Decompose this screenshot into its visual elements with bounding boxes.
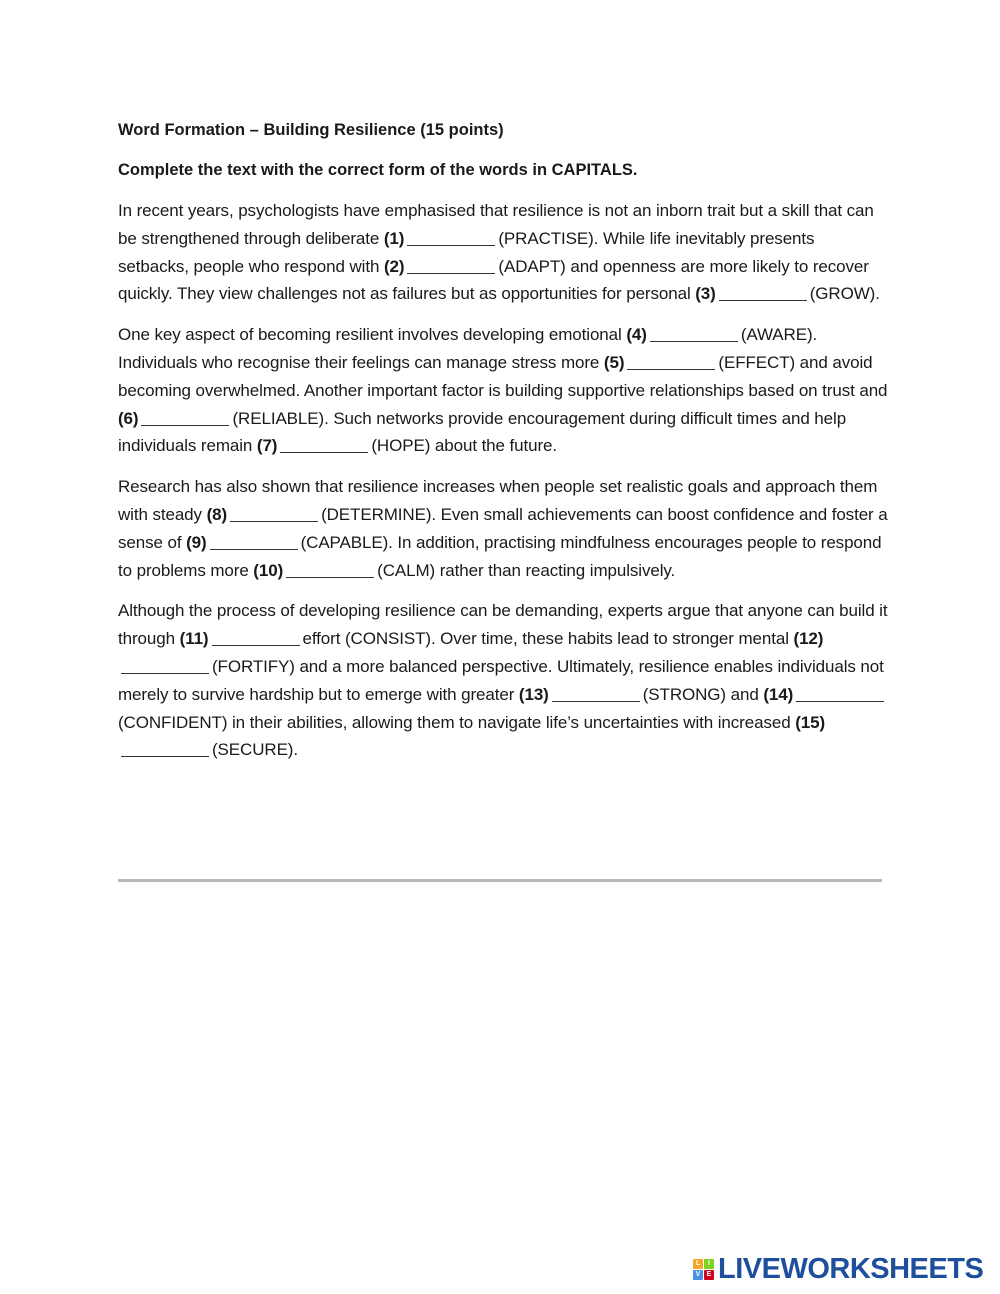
paragraph-text: (SECURE). (212, 740, 298, 760)
paragraph-1 (118, 197, 888, 308)
answer-blank[interactable] (627, 352, 715, 370)
gap-number: (3) (695, 284, 716, 304)
paragraph-text: (PRACTISE). While life inevitably presents setbacks, people who respond with (118, 228, 815, 276)
paragraph-text: (HOPE) about the future. (371, 436, 558, 456)
answer-blank[interactable] (719, 283, 807, 301)
worksheet-content (118, 116, 888, 777)
paragraph-text: Research has also shown that resilience increases when people set realistic goals and approach them with steady (118, 477, 878, 524)
gap-number: (13) (518, 684, 549, 704)
liveworksheets-icon (693, 1259, 714, 1280)
logo-tile: V (693, 1270, 703, 1280)
logo-tile: E (704, 1270, 714, 1280)
divider-line (118, 879, 882, 882)
worksheet-instruction: Complete the text with the correct form of the words in CAPITALS. (118, 161, 638, 179)
gap-number: (7) (256, 436, 278, 456)
answer-blank[interactable] (230, 504, 318, 522)
answer-blank[interactable] (552, 684, 640, 702)
answer-blank[interactable] (286, 560, 374, 578)
paragraph-text: Although the process of developing resilience can be demanding, experts argue that anyone can build it through (118, 601, 888, 649)
paragraph-text: (CALM) rather than reacting impulsively. (377, 560, 676, 580)
paragraph-text: In recent years, psychologists have emphasised that resilience is not an inborn trait but a skill that can be strengthened through deliberate (118, 201, 874, 248)
paragraph-text: (CAPABLE). In addition, practising mindfulness encourages people to respond to problems more (118, 532, 882, 580)
gap-number: (11) (179, 629, 209, 649)
paragraph-3 (118, 473, 888, 584)
paragraph-text: (FORTIFY) and a more balanced perspective. Ultimately, resilience enables individuals not merely to survive hardship but to emerge with greater (118, 656, 884, 704)
answer-blank[interactable] (141, 408, 229, 426)
answer-blank[interactable] (212, 628, 300, 646)
paragraph-text: One key aspect of becoming resilient involves developing emotional (118, 325, 627, 345)
paragraph-text: effort (CONSIST). Over time, these habits lead to stronger mental (302, 629, 794, 649)
answer-blank[interactable] (407, 228, 495, 246)
answer-blank[interactable] (407, 256, 495, 274)
answer-blank[interactable] (121, 739, 209, 757)
gap-number: (4) (626, 325, 647, 345)
answer-blank[interactable] (280, 435, 368, 453)
gap-number: (10) (253, 560, 284, 580)
gap-number: (1) (383, 228, 405, 248)
paragraph-2 (118, 321, 888, 460)
paragraph-text: (STRONG) and (642, 684, 764, 704)
paragraph-text: (ADAPT) and openness are more likely to recover quickly. They view challenges not as failures but as opportunities for personal (118, 256, 869, 304)
answer-blank[interactable] (796, 684, 884, 702)
answer-blank[interactable] (121, 656, 209, 674)
gap-number: (6) (118, 408, 139, 428)
gap-number: (12) (793, 629, 824, 649)
gap-number: (9) (186, 532, 207, 552)
answer-blank[interactable] (210, 532, 298, 550)
logo-tile: I (704, 1259, 714, 1269)
liveworksheets-logo[interactable] (693, 1252, 984, 1285)
gap-number: (8) (206, 504, 228, 524)
paragraph-text: (AWARE). Individuals who recognise their feelings can manage stress more (118, 325, 818, 372)
paragraph-text: (GROW). (809, 284, 880, 304)
paragraph-text: (EFFECT) and avoid becoming overwhelmed. Another important factor is building supportive relationships based on trust and (118, 352, 888, 400)
logo-text: LIVEWORKSHEETS (718, 1252, 984, 1285)
paragraph-4 (118, 597, 888, 764)
worksheet-text (118, 197, 888, 764)
gap-number: (5) (603, 352, 625, 372)
paragraph-text: (CONFIDENT) in their abilities, allowing them to navigate life’s uncertainties with increased (118, 712, 796, 732)
paragraph-text: (DETERMINE). Even small achievements can boost confidence and foster a sense of (118, 504, 888, 552)
answer-blank[interactable] (650, 324, 738, 342)
paragraph-text: (RELIABLE). Such networks provide encouragement during difficult times and help individuals remain (118, 408, 847, 456)
worksheet-title: Word Formation – Building Resilience (15 points) (118, 121, 504, 139)
logo-tile: L (693, 1259, 703, 1269)
gap-number: (15) (795, 712, 826, 732)
gap-number: (14) (763, 684, 794, 704)
gap-number: (2) (383, 256, 405, 276)
